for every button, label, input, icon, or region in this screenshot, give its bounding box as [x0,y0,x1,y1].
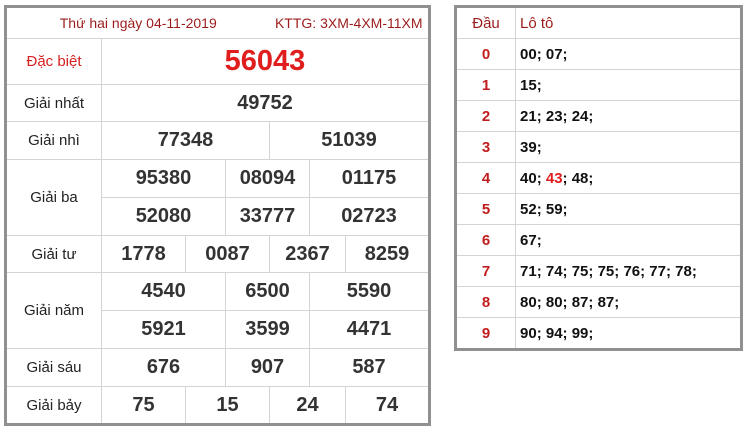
loto-values: 39; [516,132,742,163]
loto-number: 00 [520,45,537,63]
loto-head-digit: 7 [456,256,516,287]
loto-number: 48 [571,169,589,187]
loto-number: 39 [520,138,537,156]
special-prize-number: 56043 [102,39,430,85]
loto-number: 78 [675,262,692,280]
third-prize-number: 33777 [226,198,310,236]
loto-values: 00; 07; [516,39,742,70]
loto-number: 75 [571,262,589,280]
special-prize-label: Đặc biệt [6,39,102,85]
loto-values: 90; 94; 99; [516,318,742,350]
loto-number: 67 [520,231,537,249]
third-prize-number: 02723 [310,198,430,236]
loto-head-digit: 6 [456,225,516,256]
third-prize-number: 95380 [102,160,226,198]
loto-head-digit: 8 [456,287,516,318]
loto-number: 80 [520,293,537,311]
fourth-prize-row [6,236,430,273]
sixth-prize-row [6,349,430,387]
loto-values: 15; [516,70,742,101]
loto-row [456,70,742,101]
fifth-prize-number: 4471 [310,311,430,349]
first-prize-label: Giải nhất [6,85,102,122]
loto-row [456,256,742,287]
fifth-prize-number: 6500 [226,273,310,311]
seventh-prize-label: Giải bảy [6,387,102,425]
fifth-prize-number: 4540 [102,273,226,311]
loto-head-digit: 3 [456,132,516,163]
loto-number: 90 [520,324,537,342]
loto-number: 87 [571,293,589,311]
fifth-prize-number: 5921 [102,311,226,349]
fourth-prize-number: 8259 [346,236,430,273]
loto-row [456,287,742,318]
fifth-prize-number: 5590 [310,273,430,311]
loto-table [454,5,743,351]
loto-number: 80 [545,293,563,311]
first-prize-row [6,85,430,122]
loto-number: 87 [597,293,615,311]
loto-values: 52; 59; [516,194,742,225]
loto-row [456,194,742,225]
third-prize-number: 01175 [310,160,430,198]
special-prize-row [6,39,430,85]
loto-row [456,318,742,350]
second-prize-number: 77348 [102,122,270,160]
fourth-prize-number: 2367 [270,236,346,273]
second-prize-row [6,122,430,160]
loto-values: 40; 43; 48; [516,163,742,194]
first-prize-number: 49752 [102,85,430,122]
loto-number: 07 [545,45,563,63]
loto-head-digit: 2 [456,101,516,132]
loto-number: 21 [520,107,537,125]
sixth-prize-label: Giải sáu [6,349,102,387]
loto-number: 59 [545,200,563,218]
loto-number: 24 [571,107,589,125]
result-table [4,5,431,426]
seventh-prize-row [6,387,430,425]
loto-values-column-header: Lô tô [516,7,742,39]
loto-number: 43 [545,169,563,187]
draw-date: Thứ hai ngày 04-11-2019 [59,15,217,31]
fifth-prize-row [6,273,430,311]
seventh-prize-number: 74 [346,387,430,425]
loto-number: 99 [571,324,589,342]
loto-values: 80; 80; 87; 87; [516,287,742,318]
loto-number: 52 [520,200,537,218]
loto-number: 15 [520,76,537,94]
sixth-prize-number: 907 [226,349,310,387]
fifth-prize-number: 3599 [226,311,310,349]
seventh-prize-number: 24 [270,387,346,425]
seventh-prize-number: 75 [102,387,186,425]
loto-number: 71 [520,262,537,280]
result-header-row [6,7,430,39]
fourth-prize-label: Giải tư [6,236,102,273]
loto-head-digit: 9 [456,318,516,350]
loto-row [456,101,742,132]
loto-values: 67; [516,225,742,256]
loto-rows [456,39,742,350]
loto-number: 77 [649,262,666,280]
fourth-prize-number: 0087 [186,236,270,273]
loto-header-row [456,7,742,39]
loto-head-digit: 1 [456,70,516,101]
loto-head-digit: 4 [456,163,516,194]
sixth-prize-number: 676 [102,349,226,387]
seventh-prize-number: 15 [186,387,270,425]
loto-head-column-header: Đầu [456,7,516,39]
loto-number: 23 [545,107,563,125]
loto-number: 74 [545,262,563,280]
third-prize-number: 52080 [102,198,226,236]
loto-row [456,132,742,163]
sixth-prize-number: 587 [310,349,430,387]
loto-number: 40 [520,169,537,187]
loto-number: 75 [597,262,615,280]
fifth-prize-label: Giải năm [6,273,102,349]
kttg-info: KTTG: 3XM-4XM-11XM [274,15,423,31]
third-prize-label: Giải ba [6,160,102,236]
second-prize-number: 51039 [270,122,430,160]
loto-head-digit: 0 [456,39,516,70]
loto-head-digit: 5 [456,194,516,225]
loto-row [456,39,742,70]
second-prize-label: Giải nhì [6,122,102,160]
third-prize-number: 08094 [226,160,310,198]
loto-number: 76 [623,262,641,280]
loto-values: 71; 74; 75; 75; 76; 77; 78; [516,256,742,287]
fourth-prize-number: 1778 [102,236,186,273]
loto-values: 21; 23; 24; [516,101,742,132]
loto-row [456,163,742,194]
loto-row [456,225,742,256]
loto-number: 94 [545,324,563,342]
third-prize-row [6,160,430,198]
